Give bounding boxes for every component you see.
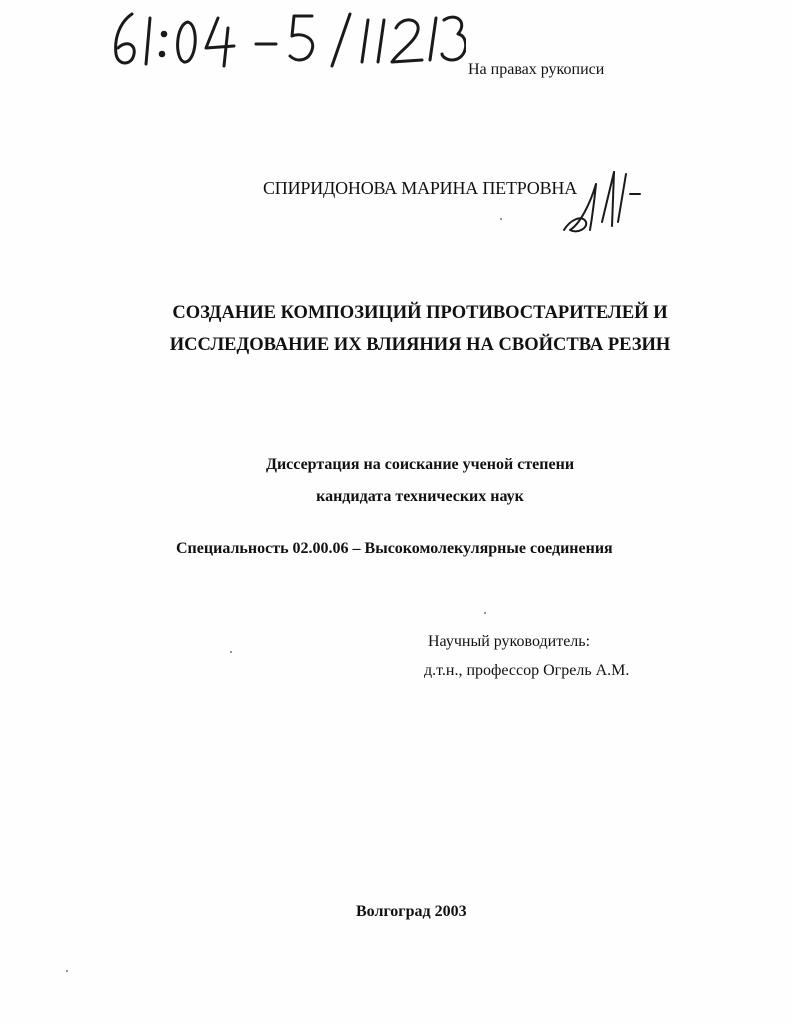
degree-line-2: кандидата технических наук (316, 488, 524, 505)
title-line-1: СОЗДАНИЕ КОМПОЗИЦИЙ ПРОТИВОСТАРИТЕЛЕЙ И (172, 303, 668, 323)
degree-line-1: Диссертация на соискание ученой степени (265, 456, 575, 473)
supervisor-name: д.т.н., профессор Огрель А.М. (424, 662, 630, 679)
scan-speck (230, 651, 232, 653)
scan-speck (500, 218, 502, 220)
author-name: СПИРИДОНОВА МАРИНА ПЕТРОВНА (263, 178, 577, 198)
supervisor-label: Научный руководитель: (428, 633, 591, 650)
title-line-2: ИССЛЕДОВАНИЕ ИХ ВЛИЯНИЯ НА СВОЙСТВА РЕЗИН (169, 335, 671, 355)
rights-note: На правах рукописи (468, 61, 605, 78)
handwritten-archive-code (106, 4, 466, 70)
specialty: Специальность 02.00.06 – Высокомолекулярные соединения (176, 540, 613, 557)
degree-statement (0, 449, 791, 513)
scan-speck (484, 612, 486, 614)
scan-speck (66, 970, 68, 972)
signature-icon (560, 164, 644, 242)
city-year: Волгоград 2003 (356, 903, 467, 920)
dissertation-title (0, 297, 791, 361)
